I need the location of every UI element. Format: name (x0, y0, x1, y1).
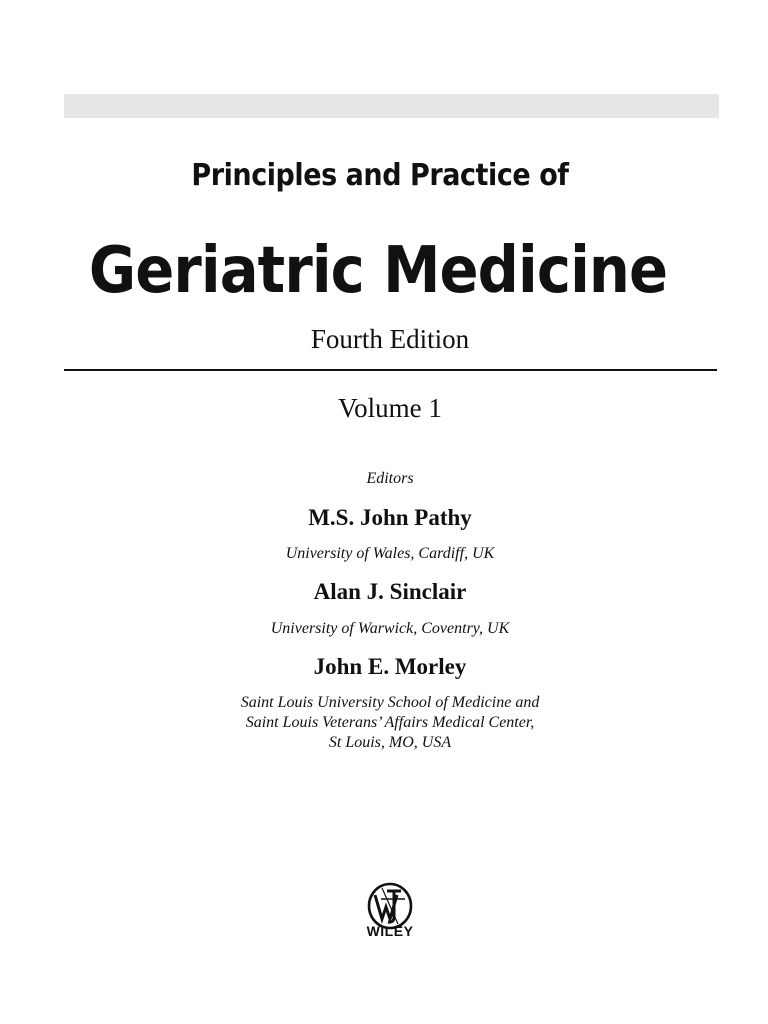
book-supertitle: Principles and Practice of (191, 158, 569, 193)
editor-name-sinclair: Alan J. Sinclair (313, 579, 467, 604)
title-divider (64, 369, 717, 371)
book-volume: Volume 1 (338, 393, 442, 423)
editor-name-morley: John E. Morley (313, 654, 467, 679)
book-edition: Fourth Edition (310, 324, 470, 354)
book-title: Geriatric Medicine (88, 234, 668, 308)
editor-affiliation-morley (6, 693, 768, 753)
editors-label: Editors (366, 470, 414, 487)
affiliation-line: Saint Louis Veterans’ Affairs Medical Center, (245, 714, 535, 731)
affiliation-line: University of Warwick, Coventry, UK (270, 620, 510, 637)
affiliation-line: St Louis, MO, USA (328, 734, 452, 751)
publisher-name: WILEY (366, 923, 414, 939)
editor-affiliation-pathy (6, 544, 768, 564)
affiliation-line: University of Wales, Cardiff, UK (285, 545, 495, 562)
editor-name-pathy: M.S. John Pathy (308, 505, 472, 530)
header-bar (64, 94, 719, 118)
affiliation-line: Saint Louis University School of Medicine and (240, 694, 540, 711)
editor-affiliation-sinclair (6, 619, 768, 639)
